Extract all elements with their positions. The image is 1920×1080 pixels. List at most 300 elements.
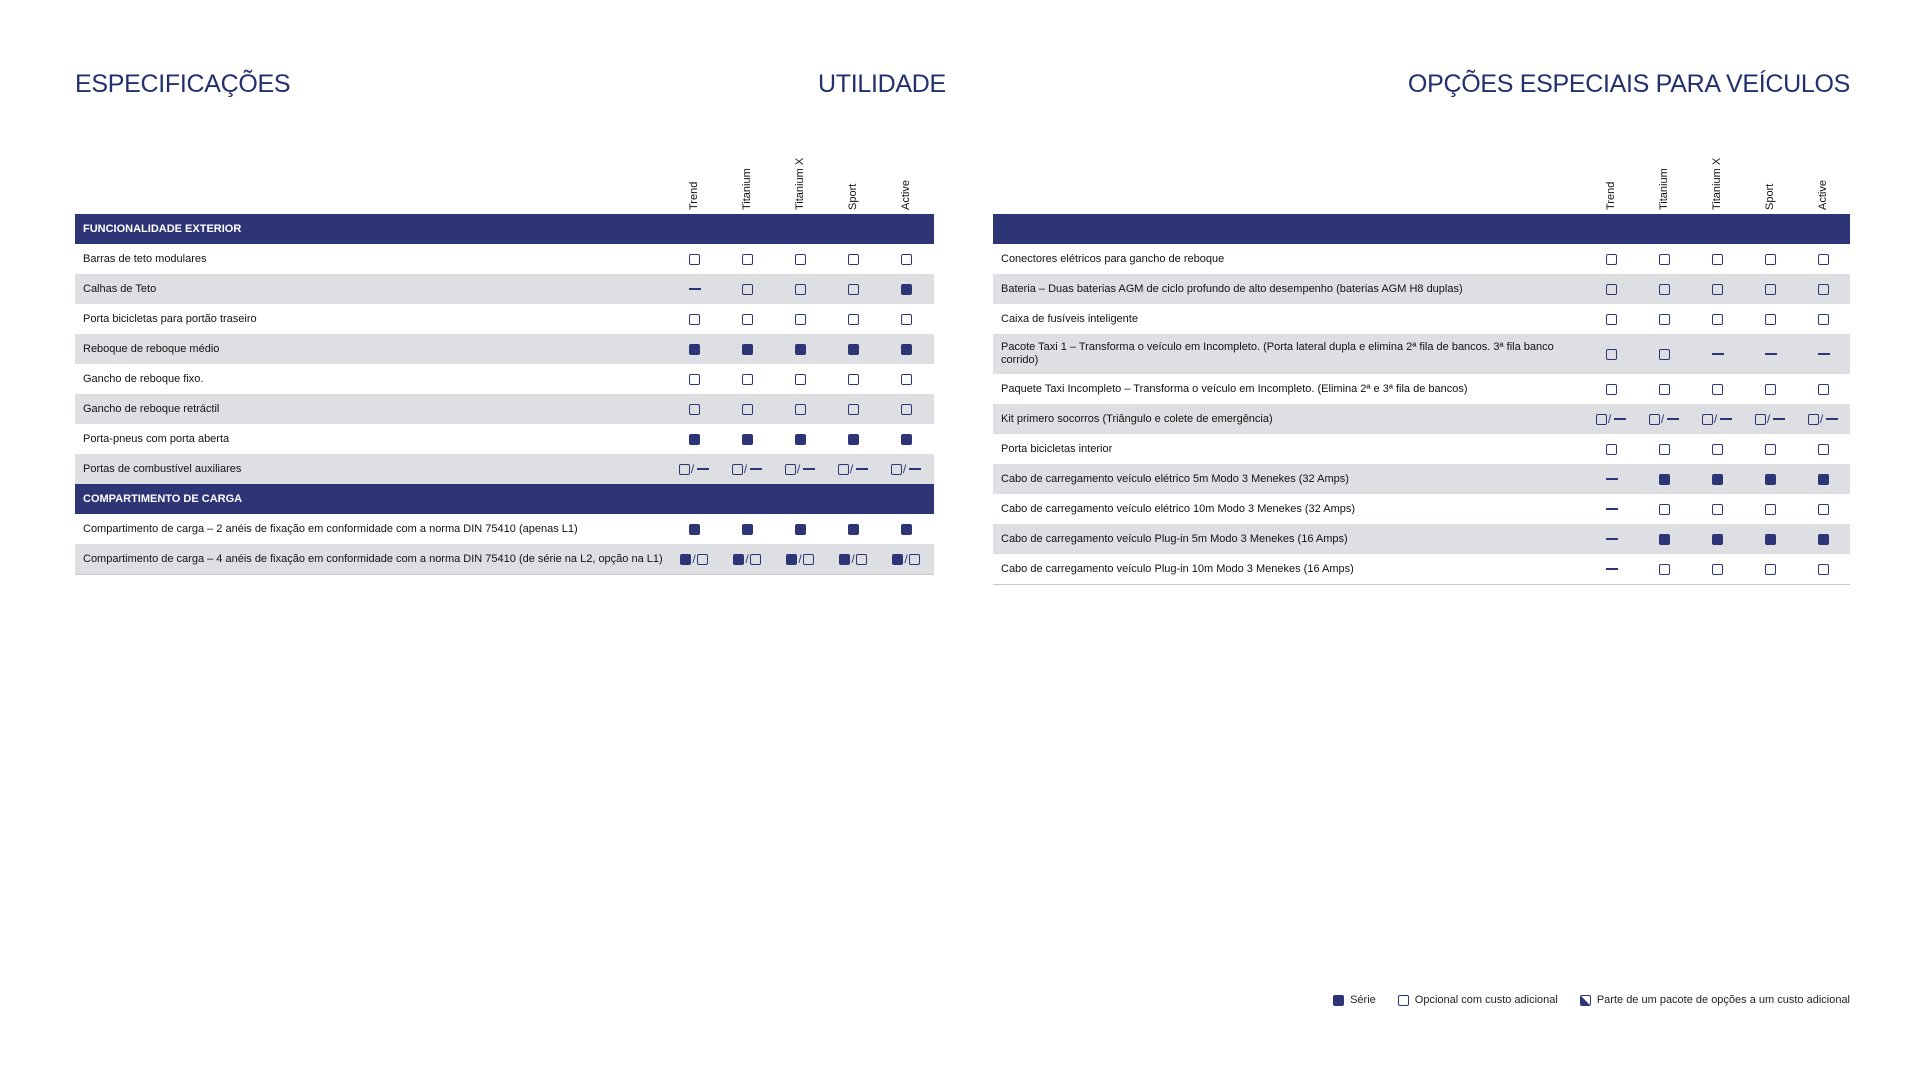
availability-cell bbox=[881, 454, 931, 484]
cell-symbol bbox=[1659, 564, 1670, 575]
table-bottom-line bbox=[75, 574, 934, 575]
optional-icon bbox=[1712, 284, 1723, 295]
availability-cell bbox=[881, 424, 931, 454]
standard-icon bbox=[839, 554, 850, 565]
row-label: Cabo de carregamento veículo elétrico 10m Modo 3 Menekes (32 Amps) bbox=[1001, 502, 1356, 515]
cell-symbol bbox=[901, 374, 912, 385]
not-available-icon bbox=[1606, 508, 1618, 510]
cell-symbol bbox=[901, 434, 912, 445]
availability-cell bbox=[775, 454, 825, 484]
cell-symbol bbox=[1596, 411, 1626, 426]
not-available-icon bbox=[1773, 418, 1785, 420]
availability-cell bbox=[1639, 554, 1689, 584]
cell-symbol bbox=[901, 524, 912, 535]
optional-icon bbox=[795, 374, 806, 385]
cell-symbol bbox=[848, 524, 859, 535]
cell-symbol bbox=[785, 461, 815, 476]
row-label: Cabo de carregamento veículo Plug-in 10m Modo 3 Menekes (16 Amps) bbox=[1001, 562, 1354, 575]
slash-separator: / bbox=[1713, 411, 1718, 426]
not-available-icon bbox=[1606, 478, 1618, 480]
cell-symbol bbox=[1606, 349, 1617, 360]
availability-cell bbox=[1745, 464, 1795, 494]
cell-symbol bbox=[848, 374, 859, 385]
availability-cell bbox=[881, 274, 931, 304]
optional-icon bbox=[750, 554, 761, 565]
legend-opcional bbox=[1398, 994, 1558, 1006]
cell-symbol bbox=[1712, 254, 1723, 265]
cell-symbol bbox=[742, 434, 753, 445]
cell-symbol bbox=[795, 314, 806, 325]
availability-cell bbox=[1586, 374, 1636, 404]
availability-cell bbox=[828, 424, 878, 454]
table-row bbox=[993, 494, 1850, 524]
cell-symbol bbox=[1808, 411, 1838, 426]
column-header bbox=[896, 146, 916, 210]
not-available-icon bbox=[1606, 568, 1618, 570]
cell-symbol bbox=[1765, 384, 1776, 395]
cell-symbol bbox=[1765, 314, 1776, 325]
optional-icon bbox=[1765, 284, 1776, 295]
availability-cell bbox=[1692, 334, 1742, 374]
availability-cell bbox=[1745, 274, 1795, 304]
slash-separator: / bbox=[904, 551, 908, 566]
cell-symbol bbox=[1606, 284, 1617, 295]
availability-cell bbox=[775, 394, 825, 424]
table-row bbox=[75, 394, 934, 424]
table-row bbox=[75, 334, 934, 364]
column-header bbox=[684, 146, 704, 210]
standard-icon bbox=[1818, 534, 1829, 545]
optional-icon bbox=[1659, 444, 1670, 455]
optional-icon bbox=[1659, 254, 1670, 265]
availability-cell bbox=[1692, 304, 1742, 334]
cell-symbol bbox=[732, 461, 762, 476]
row-label: Paquete Taxi Incompleto – Transforma o veículo em Incompleto. (Elimina 2ª e 3ª fila de bancos) bbox=[1001, 382, 1468, 395]
standard-icon bbox=[1659, 534, 1670, 545]
cell-symbol bbox=[689, 524, 700, 535]
optional-icon bbox=[1818, 384, 1829, 395]
standard-icon bbox=[1818, 474, 1829, 485]
optional-icon bbox=[795, 254, 806, 265]
availability-cell bbox=[1639, 304, 1689, 334]
column-header-label: Titanium X bbox=[1711, 157, 1723, 210]
cell-symbol bbox=[1659, 349, 1670, 360]
availability-cell bbox=[1745, 374, 1795, 404]
optional-icon bbox=[1398, 995, 1409, 1006]
optional-icon bbox=[742, 374, 753, 385]
standard-icon bbox=[786, 554, 797, 565]
cell-symbol bbox=[1604, 538, 1618, 540]
optional-icon bbox=[1712, 384, 1723, 395]
slash-separator: / bbox=[1607, 411, 1612, 426]
optional-icon bbox=[1659, 384, 1670, 395]
cell-symbol bbox=[1712, 384, 1723, 395]
optional-icon bbox=[848, 284, 859, 295]
cell-symbol bbox=[1659, 254, 1670, 265]
optional-icon bbox=[1659, 284, 1670, 295]
cell-symbol bbox=[901, 254, 912, 265]
optional-icon bbox=[838, 464, 849, 475]
not-available-icon bbox=[1826, 418, 1838, 420]
optional-icon bbox=[1765, 504, 1776, 515]
availability-cell bbox=[1745, 244, 1795, 274]
availability-cell bbox=[828, 514, 878, 544]
slash-separator: / bbox=[1819, 411, 1824, 426]
availability-cell bbox=[1745, 304, 1795, 334]
cell-symbol bbox=[679, 461, 709, 476]
table-row bbox=[75, 304, 934, 334]
availability-cell bbox=[669, 424, 719, 454]
cell-symbol bbox=[1604, 478, 1618, 480]
not-available-icon bbox=[1712, 353, 1724, 355]
column-headers bbox=[993, 146, 1850, 214]
cell-symbol bbox=[689, 374, 700, 385]
optional-icon bbox=[1606, 444, 1617, 455]
standard-icon bbox=[689, 524, 700, 535]
availability-cell bbox=[1798, 554, 1848, 584]
optional-icon bbox=[689, 314, 700, 325]
standard-icon bbox=[733, 554, 744, 565]
cell-symbol bbox=[1765, 564, 1776, 575]
cell-symbol bbox=[1818, 474, 1829, 485]
cell-symbol bbox=[848, 314, 859, 325]
availability-cell bbox=[775, 424, 825, 454]
availability-cell bbox=[722, 274, 772, 304]
cell-symbol bbox=[1649, 411, 1679, 426]
slash-separator: / bbox=[690, 461, 695, 476]
column-header bbox=[1813, 146, 1833, 210]
availability-cell bbox=[1586, 494, 1636, 524]
utility-title: UTILIDADE bbox=[818, 70, 946, 98]
not-available-icon bbox=[1765, 353, 1777, 355]
optional-icon bbox=[1818, 314, 1829, 325]
legend-pacote bbox=[1580, 994, 1850, 1006]
not-available-icon bbox=[909, 468, 921, 470]
cell-symbol bbox=[1604, 508, 1618, 510]
availability-cell bbox=[1745, 524, 1795, 554]
availability-cell bbox=[828, 394, 878, 424]
special-options-title: OPÇÕES ESPECIAIS PARA VEÍCULOS bbox=[1407, 70, 1850, 98]
availability-cell bbox=[1639, 404, 1689, 434]
cell-symbol bbox=[838, 461, 868, 476]
section-title: COMPARTIMENTO DE CARGA bbox=[83, 493, 243, 505]
availability-cell bbox=[669, 514, 719, 544]
availability-cell bbox=[775, 274, 825, 304]
column-header-label: Titanium bbox=[741, 168, 753, 210]
standard-icon bbox=[1659, 474, 1670, 485]
row-label: Caixa de fusíveis inteligente bbox=[1001, 312, 1138, 325]
availability-cell bbox=[1639, 374, 1689, 404]
cell-symbol bbox=[1818, 384, 1829, 395]
standard-icon bbox=[795, 524, 806, 535]
availability-cell bbox=[1639, 434, 1689, 464]
availability-cell bbox=[1798, 244, 1848, 274]
optional-icon bbox=[742, 314, 753, 325]
slash-separator: / bbox=[902, 461, 907, 476]
table-row bbox=[75, 544, 934, 574]
cell-symbol bbox=[1710, 353, 1724, 355]
cell-symbol bbox=[901, 284, 912, 295]
table-row bbox=[993, 524, 1850, 554]
legend-opcional-label: Opcional com custo adicional bbox=[1414, 994, 1558, 1006]
row-label: Cabo de carregamento veículo elétrico 5m Modo 3 Menekes (32 Amps) bbox=[1001, 472, 1349, 485]
availability-cell bbox=[1692, 494, 1742, 524]
standard-icon bbox=[1712, 474, 1723, 485]
specs-title: ESPECIFICAÇÕES bbox=[75, 70, 291, 98]
availability-cell bbox=[1745, 434, 1795, 464]
optional-icon bbox=[795, 314, 806, 325]
optional-icon bbox=[795, 404, 806, 415]
availability-cell bbox=[669, 304, 719, 334]
availability-cell bbox=[1798, 334, 1848, 374]
slash-separator: / bbox=[796, 461, 801, 476]
table-row bbox=[75, 454, 934, 484]
availability-cell bbox=[775, 334, 825, 364]
cell-symbol bbox=[1818, 284, 1829, 295]
column-header-label: Sport bbox=[1764, 183, 1776, 210]
optional-icon bbox=[1702, 414, 1713, 425]
optional-icon bbox=[732, 464, 743, 475]
cell-symbol bbox=[1755, 411, 1785, 426]
standard-icon bbox=[848, 524, 859, 535]
standard-icon bbox=[901, 284, 912, 295]
cell-symbol bbox=[1606, 314, 1617, 325]
cell-symbol bbox=[1659, 384, 1670, 395]
not-available-icon bbox=[803, 468, 815, 470]
table-bottom-line bbox=[993, 584, 1850, 585]
optional-icon bbox=[1712, 564, 1723, 575]
table-row bbox=[993, 554, 1850, 584]
column-header-label: Titanium bbox=[1658, 168, 1670, 210]
optional-icon bbox=[803, 554, 814, 565]
cell-symbol bbox=[1659, 284, 1670, 295]
slash-separator: / bbox=[798, 551, 802, 566]
availability-cell bbox=[828, 334, 878, 364]
availability-cell bbox=[1692, 374, 1742, 404]
cell-symbol bbox=[689, 344, 700, 355]
table-row bbox=[993, 334, 1850, 374]
standard-icon bbox=[795, 434, 806, 445]
table-row bbox=[75, 424, 934, 454]
column-header bbox=[1654, 146, 1674, 210]
cell-symbol bbox=[891, 461, 921, 476]
availability-cell bbox=[1639, 524, 1689, 554]
column-headers bbox=[75, 146, 934, 214]
not-available-icon bbox=[856, 468, 868, 470]
optional-icon bbox=[742, 254, 753, 265]
cell-symbol bbox=[742, 254, 753, 265]
optional-icon bbox=[689, 254, 700, 265]
availability-cell bbox=[722, 424, 772, 454]
cell-symbol bbox=[1818, 504, 1829, 515]
cell-symbol bbox=[1765, 254, 1776, 265]
optional-icon bbox=[1606, 384, 1617, 395]
optional-icon bbox=[1818, 444, 1829, 455]
availability-cell bbox=[1586, 434, 1636, 464]
cell-symbol bbox=[689, 254, 700, 265]
legend-serie bbox=[1333, 994, 1376, 1006]
availability-cell bbox=[669, 244, 719, 274]
availability-cell bbox=[828, 244, 878, 274]
optional-icon bbox=[1712, 504, 1723, 515]
optional-icon bbox=[1606, 254, 1617, 265]
optional-icon bbox=[1808, 414, 1819, 425]
availability-cell bbox=[1798, 274, 1848, 304]
availability-cell bbox=[722, 244, 772, 274]
legend-serie-label: Série bbox=[1350, 994, 1376, 1006]
availability-cell bbox=[1798, 524, 1848, 554]
serie-icon bbox=[1333, 995, 1344, 1006]
availability-cell bbox=[881, 244, 931, 274]
availability-cell bbox=[1692, 404, 1742, 434]
availability-cell bbox=[1586, 334, 1636, 374]
slash-separator: / bbox=[745, 551, 749, 566]
standard-icon bbox=[742, 524, 753, 535]
section-header bbox=[993, 214, 1850, 244]
table-row bbox=[75, 274, 934, 304]
availability-cell bbox=[1798, 404, 1848, 434]
availability-cell bbox=[669, 454, 719, 484]
table-row bbox=[993, 434, 1850, 464]
standard-icon bbox=[689, 344, 700, 355]
optional-icon bbox=[1606, 284, 1617, 295]
optional-icon bbox=[848, 314, 859, 325]
availability-cell bbox=[775, 544, 825, 574]
availability-cell bbox=[1745, 334, 1795, 374]
cell-symbol bbox=[795, 374, 806, 385]
cell-symbol bbox=[795, 434, 806, 445]
column-header bbox=[1760, 146, 1780, 210]
table-row bbox=[993, 464, 1850, 494]
standard-icon bbox=[1765, 474, 1776, 485]
cell-symbol bbox=[795, 524, 806, 535]
cell-symbol bbox=[687, 288, 701, 290]
standard-icon bbox=[901, 434, 912, 445]
cell-symbol bbox=[1765, 284, 1776, 295]
cell-symbol bbox=[786, 551, 813, 566]
availability-cell bbox=[775, 364, 825, 394]
cell-symbol bbox=[1606, 384, 1617, 395]
optional-icon bbox=[742, 284, 753, 295]
cell-symbol bbox=[901, 344, 912, 355]
column-header bbox=[1601, 146, 1621, 210]
availability-cell bbox=[1692, 274, 1742, 304]
optional-icon bbox=[848, 374, 859, 385]
row-label: Conectores elétricos para gancho de reboque bbox=[1001, 252, 1225, 265]
availability-cell bbox=[1639, 494, 1689, 524]
availability-cell bbox=[1798, 374, 1848, 404]
section-header bbox=[75, 484, 934, 514]
cell-symbol bbox=[742, 404, 753, 415]
cell-symbol bbox=[1818, 534, 1829, 545]
row-label: Portas de combustível auxiliares bbox=[83, 462, 242, 475]
standard-icon bbox=[1765, 534, 1776, 545]
cell-symbol bbox=[1765, 504, 1776, 515]
optional-icon bbox=[1765, 384, 1776, 395]
cell-symbol bbox=[689, 314, 700, 325]
availability-cell bbox=[1798, 464, 1848, 494]
cell-symbol bbox=[1702, 411, 1732, 426]
optional-icon bbox=[901, 404, 912, 415]
slash-separator: / bbox=[1766, 411, 1771, 426]
cell-symbol bbox=[1712, 284, 1723, 295]
table-row bbox=[993, 274, 1850, 304]
standard-icon bbox=[901, 344, 912, 355]
slash-separator: / bbox=[743, 461, 748, 476]
availability-cell bbox=[1798, 494, 1848, 524]
row-label: Porta bicicletas para portão traseiro bbox=[83, 312, 257, 325]
cell-symbol bbox=[901, 314, 912, 325]
cell-symbol bbox=[742, 314, 753, 325]
table-row bbox=[75, 244, 934, 274]
row-label: Barras de teto modulares bbox=[83, 252, 207, 265]
cell-symbol bbox=[1765, 444, 1776, 455]
column-header bbox=[737, 146, 757, 210]
availability-cell bbox=[1745, 554, 1795, 584]
availability-cell bbox=[828, 454, 878, 484]
cell-symbol bbox=[689, 434, 700, 445]
optional-icon bbox=[795, 284, 806, 295]
cell-symbol bbox=[848, 434, 859, 445]
column-header-label: Trend bbox=[1605, 181, 1617, 210]
optional-icon bbox=[1765, 444, 1776, 455]
optional-icon bbox=[1818, 254, 1829, 265]
optional-icon bbox=[742, 404, 753, 415]
availability-cell bbox=[1586, 554, 1636, 584]
column-header bbox=[843, 146, 863, 210]
standard-icon bbox=[901, 524, 912, 535]
cell-symbol bbox=[1659, 444, 1670, 455]
optional-icon bbox=[1659, 349, 1670, 360]
cell-symbol bbox=[733, 551, 760, 566]
optional-icon bbox=[901, 314, 912, 325]
row-label: Cabo de carregamento veículo Plug-in 5m Modo 3 Menekes (16 Amps) bbox=[1001, 532, 1348, 545]
optional-icon bbox=[1712, 254, 1723, 265]
availability-cell bbox=[881, 394, 931, 424]
availability-cell bbox=[881, 544, 931, 574]
optional-icon bbox=[1712, 444, 1723, 455]
availability-cell bbox=[828, 274, 878, 304]
availability-cell bbox=[1639, 244, 1689, 274]
cell-symbol bbox=[1712, 534, 1723, 545]
cell-symbol bbox=[848, 284, 859, 295]
table-row bbox=[993, 404, 1850, 434]
availability-cell bbox=[775, 304, 825, 334]
table-row bbox=[993, 244, 1850, 274]
not-available-icon bbox=[1606, 538, 1618, 540]
availability-cell bbox=[1586, 274, 1636, 304]
cell-symbol bbox=[1712, 564, 1723, 575]
availability-cell bbox=[722, 394, 772, 424]
optional-icon bbox=[1765, 564, 1776, 575]
availability-cell bbox=[828, 364, 878, 394]
availability-cell bbox=[1692, 554, 1742, 584]
optional-icon bbox=[1765, 314, 1776, 325]
optional-icon bbox=[785, 464, 796, 475]
cell-symbol bbox=[1712, 444, 1723, 455]
cell-symbol bbox=[1659, 474, 1670, 485]
optional-icon bbox=[1659, 504, 1670, 515]
cell-symbol bbox=[848, 344, 859, 355]
cell-symbol bbox=[742, 524, 753, 535]
slash-separator: / bbox=[1660, 411, 1665, 426]
standard-icon bbox=[1712, 534, 1723, 545]
cell-symbol bbox=[1818, 564, 1829, 575]
availability-cell bbox=[1586, 404, 1636, 434]
availability-cell bbox=[669, 394, 719, 424]
cell-symbol bbox=[1659, 314, 1670, 325]
cell-symbol bbox=[1712, 504, 1723, 515]
